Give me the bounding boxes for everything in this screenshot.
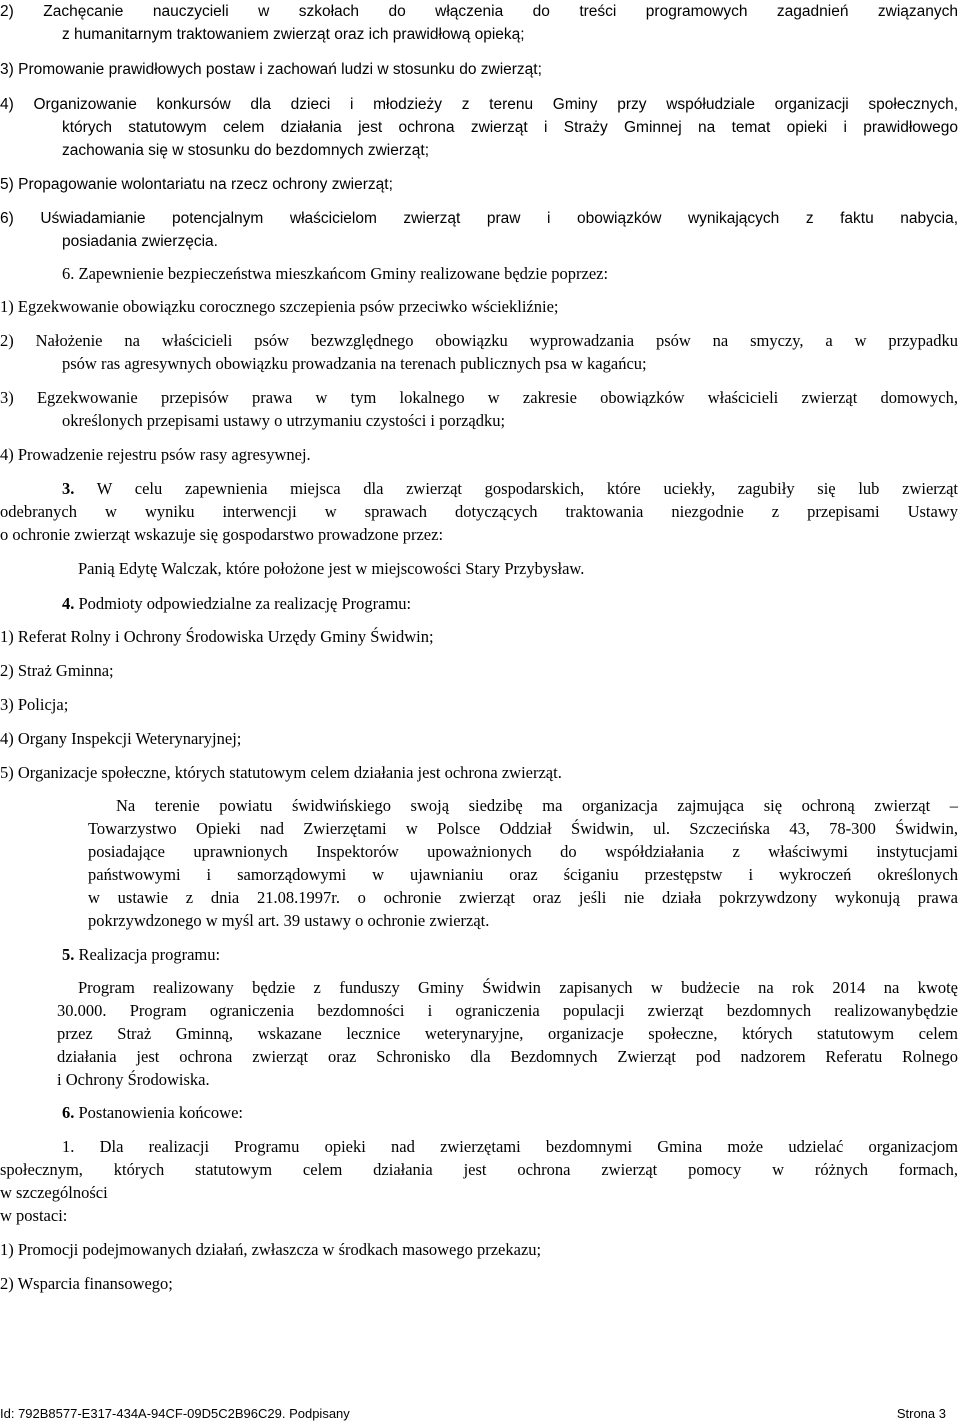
list-item: 4) Organy Inspekcji Weterynaryjnej; — [0, 729, 242, 748]
organization-paragraph: Na terenie powiatu świdwińskiego swoją siedzibę ma organizacja zajmująca się ochroną zwierząt – Towarzystwo Opieki nad Zwierzętami w Polsce Oddział Świdwin, ul. Szczecińska 43, 78-300 Świdwin, posiadające uprawnionych Inspektorów upoważnionych do współdziałania z właściwymi instytucjami państwowymi i samorządowymi w ujawnianiu oraz ściganiu przestępstw i wykroczeń określonych w ustawie z dnia 21.08.1997r. o ochronie zwierząt oraz jeśli nie działa pokrzywdzony wykonują prawa pokrzywdzonego w myśl art. 39 ustawy o ochronie zwierząt. — [88, 796, 958, 930]
section-5-heading: 5. Realizacja programu: — [62, 945, 221, 964]
list-item: 4) Prowadzenie rejestru psów rasy agresywnej. — [0, 445, 311, 464]
list-item: 4) Organizowanie konkursów dla dzieci i młodzieży z terenu Gminy przy współudziale organizacji społecznych, których statutowym celem działania jest ochrona zwierząt i Straży Gminnej na temat opieki i prawidłowego zachowania się w stosunku do bezdomnych zwierząt; — [0, 96, 958, 159]
list-item: 3) Policja; — [0, 695, 69, 714]
list-item: 2) Zachęcanie nauczycieli w szkołach do włączenia do treści programowych zagadnień związanych z humanitarnym traktowaniem zwierząt oraz ich prawidłową opieką; — [0, 3, 959, 43]
list-item: 2) Nałożenie na właścicieli psów bezwzględnego obowiązku wyprowadzania psów na smyczy, a w przypadku psów ras agresywnych obowiązku prowadzania na terenach publicznych psa w kagańcu; — [0, 331, 959, 373]
list-item: 5) Organizacje społeczne, których statutowym celem działania jest ochrona zwierząt. — [0, 763, 562, 782]
list-item: 1) Egzekwowanie obowiązku corocznego szczepienia psów przeciwko wściekliźnie; — [0, 297, 559, 316]
final-provisions-paragraph: 1. Dla realizacji Programu opieki nad zwierzętami bezdomnymi Gmina może udzielać organizacjom społecznym, których statutowym celem działania jest ochrona zwierząt pomocy w różnych formach, w szczególności w postaci: — [0, 1137, 958, 1225]
list-item: 6) Uświadamianie potencjalnym właścicielom zwierząt praw i obowiązków wynikających z faktu nabycia, posiadania zwierzęcia. — [0, 210, 959, 250]
farm-owner: Panią Edytę Walczak, które położone jest w miejscowości Stary Przybysław. — [78, 559, 585, 578]
page-number: Strona 3 — [896, 1406, 946, 1421]
document-id: Id: 792B8577-E317-434A-94CF-09D5C2B96C29. Podpisany — [0, 1406, 350, 1421]
funding-paragraph: Program realizowany będzie z funduszy Gminy Świdwin zapisanych w budżecie na rok 2014 na kwotę 30.000. Program ograniczenia bezdomności i ograniczenia populacji zwierząt bezdomnych realizowanybędzie przez Straż Gminną, wskazane lecznice weterynaryjne, organizacje społeczne, których statutowym celem działania jest ochrona zwierząt oraz Schronisko dla Bezdomnych Zwierząt pod nadzorem Referatu Rolnego i Ochrony Środowiska. — [57, 978, 958, 1089]
list-item: 5) Propagowanie wolontariatu na rzecz ochrony zwierząt; — [0, 176, 393, 193]
list-item: 2) Straż Gminna; — [0, 661, 114, 680]
page-footer — [0, 1406, 946, 1421]
section-heading: 6. Zapewnienie bezpieczeństwa mieszkańcom Gminy realizowane będzie poprzez: — [62, 264, 609, 283]
section-6-heading: 6. Postanowienia końcowe: — [62, 1103, 244, 1122]
section-4-heading: 4. Podmioty odpowiedzialne za realizację Programu: — [62, 594, 412, 613]
list-item: 2) Wsparcia finansowego; — [0, 1274, 173, 1293]
list-item: 1) Referat Rolny i Ochrony Środowiska Urzędy Gminy Świdwin; — [0, 627, 434, 646]
list-item: 3) Egzekwowanie przepisów prawa w tym lokalnego w zakresie obowiązków właścicieli zwierząt domowych, określonych przepisami ustawy o utrzymaniu czystości i porządku; — [0, 388, 958, 430]
list-item: 3) Promowanie prawidłowych postaw i zachowań ludzi w stosunku do zwierząt; — [0, 61, 542, 78]
section-3-text: 3. W celu zapewnienia miejsca dla zwierząt gospodarskich, które uciekły, zagubiły się lub zwierząt odebranych w wyniku interwencji w sprawach dotyczących traktowania niezgodnie z przepisami Ustawy o ochronie zwierząt wskazuje się gospodarstwo prowadzone przez: — [0, 479, 959, 544]
list-item: 1) Promocji podejmowanych działań, zwłaszcza w środkach masowego przekazu; — [0, 1240, 542, 1259]
